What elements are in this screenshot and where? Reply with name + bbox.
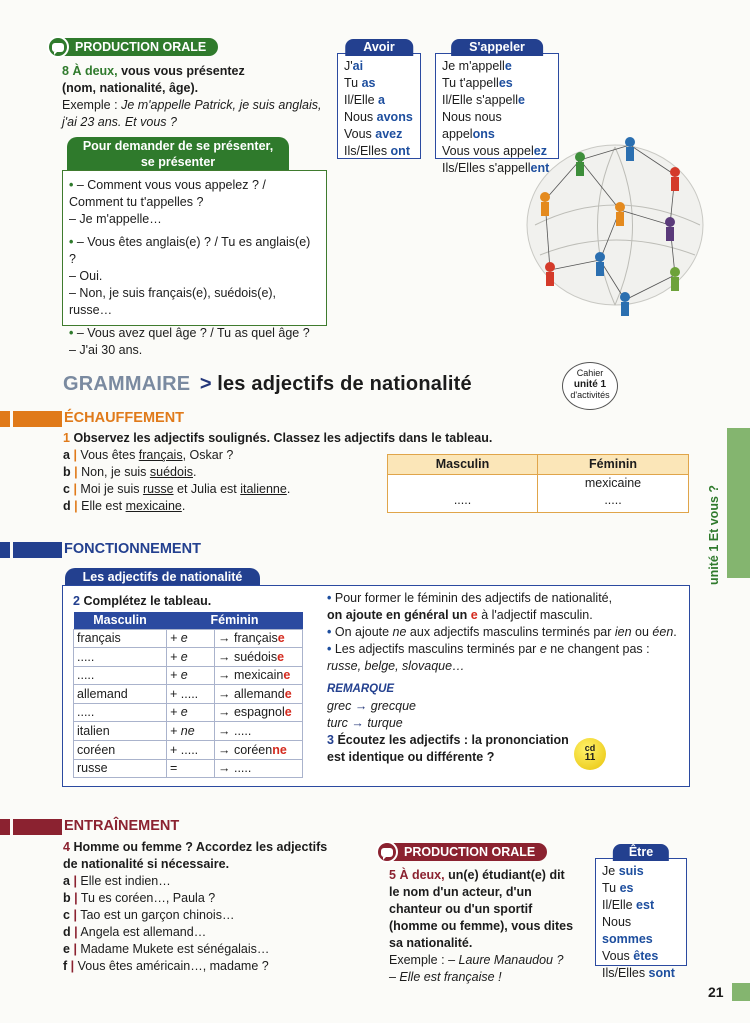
dialog-line: • – Comment vous vous appelez ? / — [69, 178, 266, 192]
conj-row: Il/Elle a — [344, 93, 385, 107]
cell-feminin: mexicaine ..... — [538, 475, 689, 513]
col-feminin: Féminin — [167, 612, 303, 629]
page-number: 21 — [708, 984, 724, 1000]
cell-masculin: ..... — [388, 475, 538, 513]
table-row: français + e → française — [74, 629, 303, 648]
dialog-line: – Oui. — [69, 269, 103, 283]
list-item: a | Vous êtes français, Oskar ? — [63, 448, 234, 462]
pour-demander-title: Pour demander de se présenter, — [82, 139, 274, 153]
conj-row: Tu es — [602, 881, 634, 895]
etre-title: Être — [613, 844, 669, 861]
sappeler-title: S'appeler — [451, 39, 543, 56]
grammaire-word: GRAMMAIRE — [63, 373, 191, 395]
dialog-line: • – Vous avez quel âge ? / Tu as quel âge ? — [69, 326, 310, 340]
dialog-line: – J'ai 30 ans. — [69, 343, 143, 357]
col-feminin: Féminin — [538, 455, 689, 475]
dialog-line: – Je m'appelle… — [69, 212, 162, 226]
speech-bubble-icon — [47, 36, 69, 58]
conj-row: Ils/Elles s'appellent — [442, 161, 550, 175]
table-row: ..... + e → mexicaine — [74, 666, 303, 685]
production-orale-tag — [47, 37, 218, 57]
exercise-number: 8 — [62, 64, 69, 78]
exercise-3: 3 Écoutez les adjectifs : la prononciation — [327, 733, 569, 747]
pour-demander-box — [62, 170, 327, 357]
conj-row: Tu as — [344, 76, 376, 90]
conj-row: Vous avez — [344, 127, 403, 141]
exercise-5: 5 À deux, un(e) étudiant(e) dit le nom d'un acteur, d'un chanteur ou d'un sportif (homme ou femme), vous dites sa nationalité. Exemple : – Laure Manaudou ? – Elle est française ! — [389, 868, 574, 984]
table-row: ..... + e → suédoise — [74, 648, 303, 667]
conj-row: Je m'appelle — [442, 59, 512, 73]
conj-row: Il/Elle est — [602, 898, 655, 912]
conj-row: Il/Elle s'appelle — [442, 93, 525, 107]
production-orale-tag-2 — [376, 842, 547, 862]
list-item: d | Elle est mexicaine. — [63, 499, 186, 513]
fonctionnement-title: FONCTIONNEMENT — [64, 541, 201, 557]
exercise-8 — [62, 63, 332, 131]
conj-row: Je suis — [602, 864, 644, 878]
col-masculin: Masculin — [388, 455, 538, 475]
table-row: allemand + ..... → allemande — [74, 685, 303, 704]
cd-track-icon[interactable]: cd 11 — [574, 738, 606, 770]
example-text-2: j'ai 23 ans. Et vous ? — [62, 115, 177, 129]
exercise-2-instruction: 2 Complétez le tableau. — [73, 594, 212, 608]
cahier-badge: Cahier unité 1 d'activités — [562, 362, 618, 410]
unit-side-tab — [727, 428, 750, 578]
avoir-conjugation-box — [337, 40, 421, 159]
exercise-1: 1 Observez les adjectifs soulignés. Classez les adjectifs dans le tableau. a | Vous êtes français, Oskar ? b | Non, je suis suédois. c | Moi je suis russe et Julia est italienne. d | Elle est mexicaine. — [63, 430, 503, 515]
page-number-bar — [732, 983, 750, 1001]
list-item: a | Elle est indien… — [63, 874, 171, 888]
rule-3: • Les adjectifs masculins terminés par e ne changent pas : — [327, 642, 650, 656]
fonctionnement-bar — [0, 542, 62, 558]
list-item: b | Tu es coréen…, Paula ? — [63, 891, 216, 905]
arrow-icon: → — [354, 699, 368, 713]
rules-column — [327, 590, 683, 766]
rule-3-examples: russe, belge, slovaque… — [327, 659, 465, 673]
rule-1: • Pour former le féminin des adjectifs de nationalité, — [327, 591, 613, 605]
dialog-line: – Non, je suis français(e), suédois(e), russe… — [69, 286, 277, 317]
list-item: c | Tao est un garçon chinois… — [63, 908, 235, 922]
completez-table — [73, 612, 303, 778]
instruction-text: vous vous présentez — [117, 64, 245, 78]
echauffement-title: ÉCHAUFFEMENT — [64, 410, 185, 426]
arrow-icon: → — [351, 716, 364, 730]
conj-row: Nous avons — [344, 110, 413, 124]
remarque-line: grec → grecque — [327, 699, 416, 713]
conj-row: Ils/Elles ont — [344, 144, 410, 158]
example-label: Exemple : — [62, 98, 122, 112]
conj-row: Vous vous appelez — [442, 144, 547, 158]
conj-row: Nous nous appelons — [442, 110, 502, 141]
dialog-line: • – Vous êtes anglais(e) ? / Tu es anglais(e) ? — [69, 235, 311, 266]
rule-2: • On ajoute ne aux adjectifs masculins terminés par ien ou éen. — [327, 625, 677, 639]
exercise-3-line2: est identique ou différente ? — [327, 750, 495, 764]
conj-row: Tu t'appelles — [442, 76, 513, 90]
remarque-line: turc → turque — [327, 716, 403, 730]
unit-side-label: unité 1 Et vous ? — [707, 484, 721, 585]
col-masculin: Masculin — [74, 612, 167, 629]
conj-row: Nous sommes — [602, 915, 653, 946]
avoir-title: Avoir — [345, 39, 413, 56]
table-row: italien + ne → ..... — [74, 722, 303, 741]
production-orale-label-2: PRODUCTION ORALE — [388, 843, 547, 861]
list-item: e | Madame Mukete est sénégalais… — [63, 942, 270, 956]
rule-1b: on ajoute en général un e à l'adjectif masculin. — [327, 608, 593, 622]
grammaire-subtitle: les adjectifs de nationalité — [217, 373, 472, 395]
conj-row: J'ai — [344, 59, 364, 73]
globe-people-illustration — [510, 125, 730, 335]
etre-conjugation-box — [595, 845, 687, 980]
list-item: f | Vous êtes américain…, madame ? — [63, 959, 269, 973]
entrainement-bar — [0, 819, 62, 835]
table-row: russe = → ..... — [74, 759, 303, 778]
conj-row: Vous êtes — [602, 949, 659, 963]
masculin-feminin-table — [387, 454, 689, 513]
entrainement-title: ENTRAÎNEMENT — [64, 818, 180, 834]
list-item: b | Non, je suis suédois. — [63, 465, 197, 479]
instruction-text: Observez les adjectifs soulignés. Classez les adjectifs dans le tableau. — [73, 431, 493, 445]
pour-demander-title-2: se présenter — [140, 155, 216, 169]
echauffement-bar — [0, 411, 62, 427]
instruction-text-2: (nom, nationalité, âge). — [62, 81, 199, 95]
exercise-4: 4 Homme ou femme ? Accordez les adjectifs de nationalité si nécessaire. a | Elle est indien… b | Tu es coréen…, Paula ? c | Tao est un garçon chinois… d | Angela est allemand… e | Madame Mukete est sénégalais… f | Vous êtes américain…, madame ? — [63, 839, 363, 975]
speech-bubble-icon — [376, 841, 398, 863]
list-item: d | Angela est allemand… — [63, 925, 207, 939]
grammaire-arrow: > — [199, 373, 212, 395]
table-row: ..... + e → espagnole — [74, 703, 303, 722]
conj-row: Ils/Elles sont — [602, 966, 675, 980]
list-item: c | Moi je suis russe et Julia est italienne. — [63, 482, 291, 496]
production-orale-label: PRODUCTION ORALE — [59, 38, 218, 56]
remarque-label: REMARQUE — [327, 683, 395, 695]
pour-demander-header — [67, 137, 289, 171]
table-row: coréen + ..... → coréenne — [74, 741, 303, 760]
fonctionnement-box-header: Les adjectifs de nationalité — [65, 568, 260, 586]
instruction-lead: À deux, — [72, 64, 118, 78]
example-text: Je m'appelle Patrick, je suis anglais, — [121, 98, 322, 112]
grammaire-heading — [63, 371, 472, 397]
dialog-line: Comment tu t'appelles ? — [69, 195, 204, 209]
